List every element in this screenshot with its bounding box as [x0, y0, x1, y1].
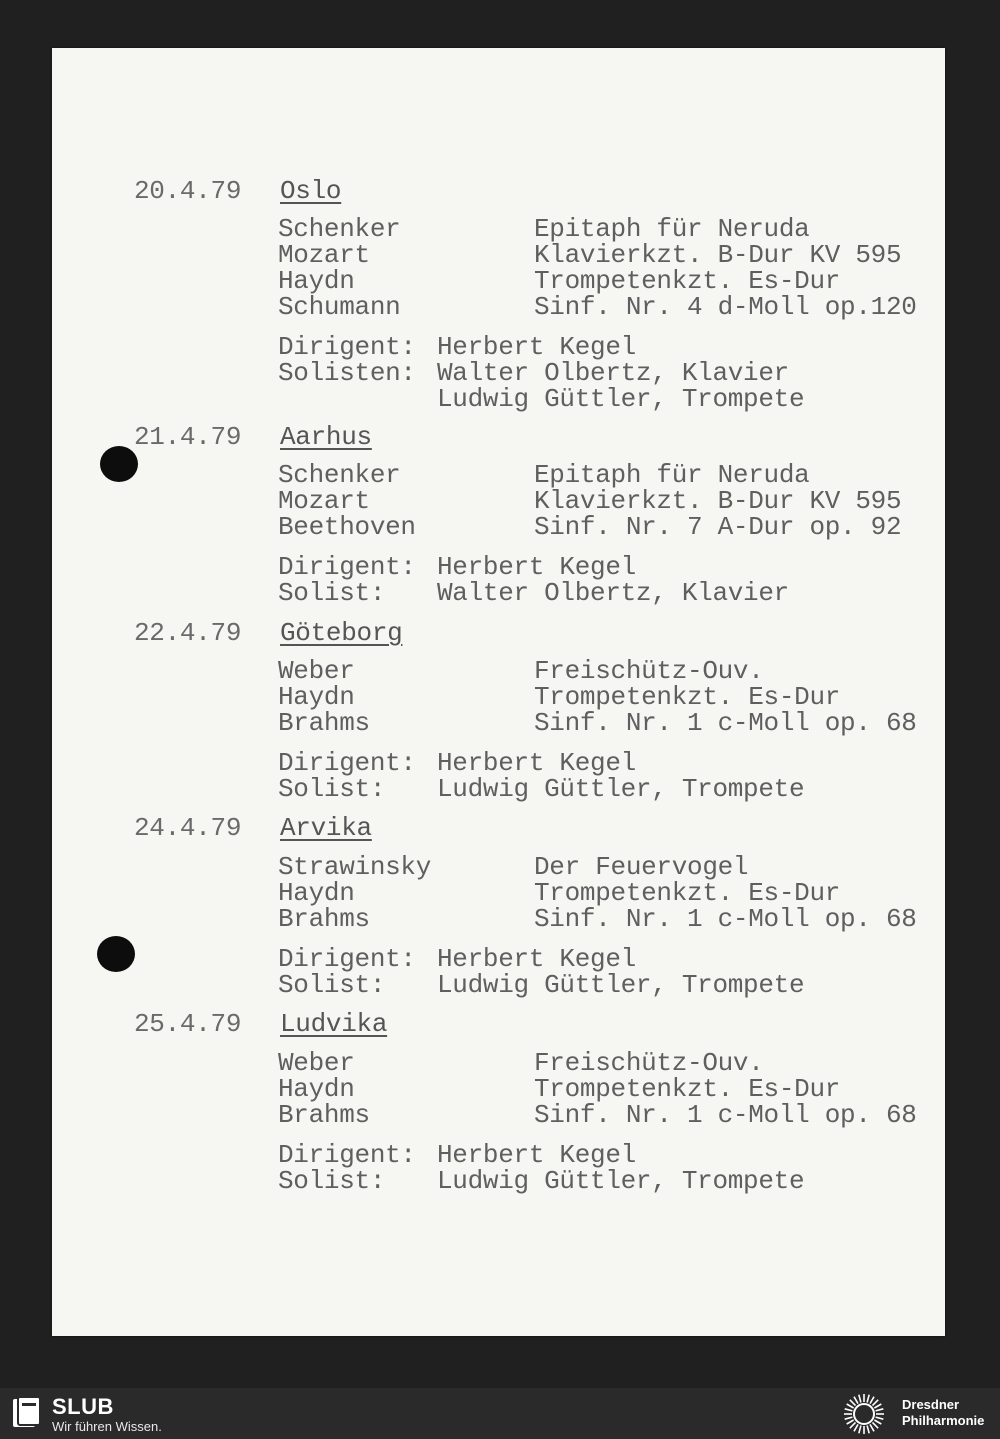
work: Sinf. Nr. 1 c-Moll op. 68	[534, 1100, 917, 1130]
typewritten-page	[52, 48, 945, 1336]
credit-name: Herbert Kegel	[437, 944, 636, 974]
starburst-ray	[850, 1400, 856, 1406]
composer: Brahms	[278, 904, 370, 934]
starburst-ray	[867, 1426, 869, 1434]
starburst-ray	[847, 1404, 854, 1408]
starburst-ray	[854, 1424, 858, 1431]
starburst-ray	[845, 1417, 853, 1419]
work: Epitaph für Neruda	[534, 214, 810, 244]
work: Trompetenkzt. Es-Dur	[534, 878, 841, 908]
starburst-ray	[872, 1400, 878, 1406]
composer: Brahms	[278, 708, 370, 738]
credit-name: Herbert Kegel	[437, 332, 636, 362]
starburst-ray	[872, 1422, 878, 1428]
composer: Schenker	[278, 214, 401, 244]
composer: Weber	[278, 1048, 355, 1078]
starburst-ray	[847, 1420, 854, 1424]
credit-role: Dirigent:	[278, 552, 416, 582]
credit-name: Ludwig Güttler, Trompete	[437, 970, 805, 1000]
concert-place: Arvika	[280, 813, 372, 843]
credit-name: Herbert Kegel	[437, 748, 636, 778]
starburst-ray	[870, 1397, 874, 1404]
work: Klavierkzt. B-Dur KV 595	[534, 240, 902, 270]
concert-date: 20.4.79	[134, 176, 242, 206]
composer: Haydn	[278, 878, 355, 908]
composer: Brahms	[278, 1100, 370, 1130]
work: Trompetenkzt. Es-Dur	[534, 1074, 841, 1104]
credit-name: Walter Olbertz, Klavier	[437, 578, 789, 608]
slub-logo-name[interactable]: SLUB	[52, 1394, 114, 1419]
work: Epitaph für Neruda	[534, 460, 810, 490]
composer: Strawinsky	[278, 852, 432, 882]
starburst-ray	[859, 1426, 861, 1434]
starburst-ray	[845, 1409, 853, 1411]
composer: Haydn	[278, 1074, 355, 1104]
punch-hole	[100, 446, 138, 482]
composer: Mozart	[278, 240, 370, 270]
concert-date: 21.4.79	[134, 422, 242, 452]
credit-role: Dirigent:	[278, 332, 416, 362]
composer: Mozart	[278, 486, 370, 516]
credit-name: Walter Olbertz, Klavier	[437, 358, 789, 388]
credit-role: Solist:	[278, 970, 386, 1000]
work: Sinf. Nr. 4 d-Moll op.120	[534, 292, 917, 322]
starburst-ray	[876, 1409, 884, 1411]
philharmonie-starburst-icon[interactable]	[842, 1392, 886, 1436]
composer: Beethoven	[278, 512, 416, 542]
work: Freischütz-Ouv.	[534, 1048, 764, 1078]
starburst-ray	[859, 1395, 861, 1403]
credit-role: Solist:	[278, 1166, 386, 1196]
concert-date: 22.4.79	[134, 618, 242, 648]
credit-name: Herbert Kegel	[437, 552, 636, 582]
starburst-ray	[850, 1422, 856, 1428]
concert-date: 25.4.79	[134, 1009, 242, 1039]
punch-hole	[97, 936, 135, 972]
credit-name: Ludwig Güttler, Trompete	[437, 774, 805, 804]
slub-tagline: Wir führen Wissen.	[52, 1419, 162, 1434]
credit-name: Herbert Kegel	[437, 1140, 636, 1170]
work: Trompetenkzt. Es-Dur	[534, 682, 841, 712]
concert-place: Oslo	[280, 176, 342, 206]
credit-role: Solist:	[278, 578, 386, 608]
credit-role: Solist:	[278, 774, 386, 804]
philharmonie-logo-line1[interactable]: Dresdner	[902, 1397, 960, 1412]
concert-place: Göteborg	[280, 618, 403, 648]
work: Sinf. Nr. 7 A-Dur op. 92	[534, 512, 902, 542]
composer: Haydn	[278, 682, 355, 712]
starburst-ray	[874, 1420, 881, 1424]
composer: Schenker	[278, 460, 401, 490]
work: Freischütz-Ouv.	[534, 656, 764, 686]
starburst-ray	[854, 1397, 858, 1404]
composer: Weber	[278, 656, 355, 686]
starburst-ray	[874, 1404, 881, 1408]
work: Sinf. Nr. 1 c-Moll op. 68	[534, 904, 917, 934]
credit-name: Ludwig Güttler, Trompete	[437, 384, 805, 414]
slub-book-icon[interactable]	[10, 1396, 44, 1430]
concert-place: Aarhus	[280, 422, 372, 452]
credit-role: Solisten:	[278, 358, 416, 388]
credit-role: Dirigent:	[278, 748, 416, 778]
credit-role: Dirigent:	[278, 944, 416, 974]
work: Der Feuervogel	[534, 852, 749, 882]
starburst-ray	[870, 1424, 874, 1431]
starburst-ray	[876, 1417, 884, 1419]
credit-role: Dirigent:	[278, 1140, 416, 1170]
composer: Schumann	[278, 292, 401, 322]
footer-bar	[0, 1388, 1000, 1439]
work: Trompetenkzt. Es-Dur	[534, 266, 841, 296]
philharmonie-logo-line2[interactable]: Philharmonie	[902, 1413, 985, 1428]
credit-name: Ludwig Güttler, Trompete	[437, 1166, 805, 1196]
concert-place: Ludvika	[280, 1009, 388, 1039]
composer: Haydn	[278, 266, 355, 296]
work: Sinf. Nr. 1 c-Moll op. 68	[534, 708, 917, 738]
work: Klavierkzt. B-Dur KV 595	[534, 486, 902, 516]
concert-date: 24.4.79	[134, 813, 242, 843]
starburst-ray	[867, 1395, 869, 1403]
